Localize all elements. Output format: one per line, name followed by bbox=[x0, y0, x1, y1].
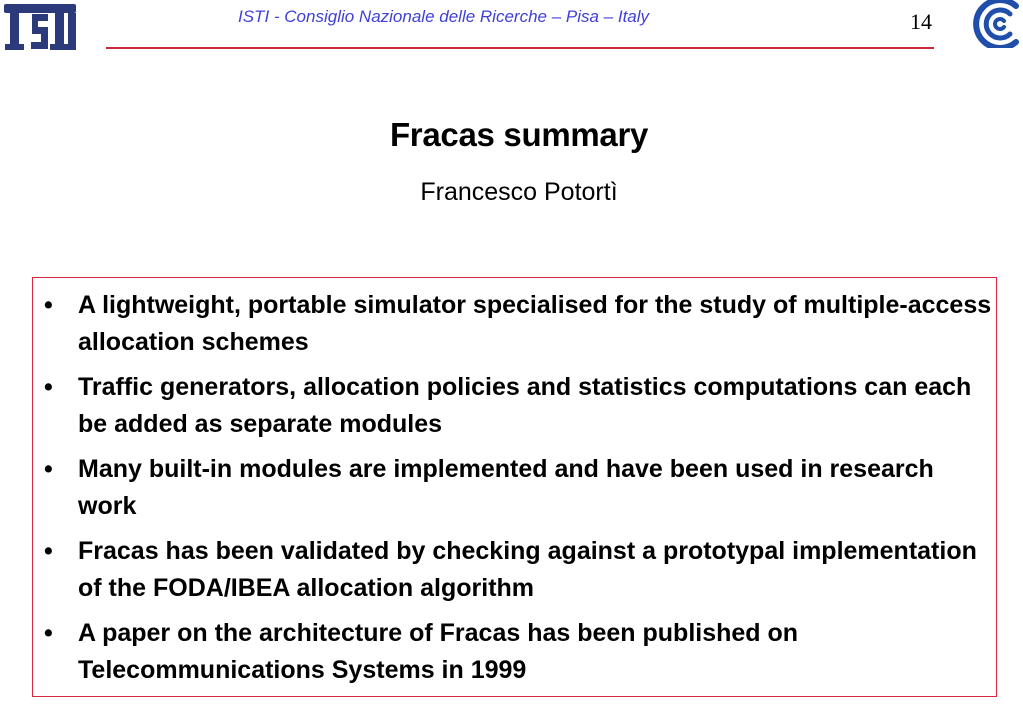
bullet-item bbox=[33, 451, 995, 525]
bullet-dot-icon: • bbox=[44, 373, 53, 401]
slide-number: 14 bbox=[910, 9, 932, 34]
bullet-dot-icon: • bbox=[44, 455, 53, 483]
cnr-logo bbox=[964, 0, 1023, 48]
bullet-item bbox=[33, 369, 995, 443]
institution-header: ISTI - Consiglio Nazionale delle Ricerche – Pisa – Italy bbox=[238, 7, 650, 26]
bullet-dot-icon: • bbox=[44, 537, 53, 565]
bullet-item bbox=[33, 615, 995, 689]
bullet-text: A lightweight, portable simulator specialised for the study of multiple-access allocation schemes bbox=[78, 291, 992, 356]
bullet-list bbox=[33, 287, 995, 697]
isti-logo bbox=[2, 0, 78, 54]
slide-title: Fracas summary bbox=[389, 116, 649, 153]
bullet-text: Fracas has been validated by checking against a prototypal implementation of the FODA/IBEA allocation algorithm bbox=[78, 537, 977, 602]
bullet-dot-icon: • bbox=[44, 291, 53, 319]
bullet-text: Many built-in modules are implemented and have been used in research work bbox=[78, 455, 934, 520]
bullet-dot-icon: • bbox=[44, 619, 53, 647]
slide-author: Francesco Potortì bbox=[420, 178, 618, 206]
content-box bbox=[32, 277, 997, 697]
header-rule bbox=[106, 47, 934, 49]
bullet-item bbox=[33, 533, 995, 607]
bullet-text: Traffic generators, allocation policies and statistics computations can each be added as separate modules bbox=[78, 373, 972, 438]
bullet-text: A paper on the architecture of Fracas has been published on Telecommunications Systems in 1999 bbox=[78, 619, 799, 684]
bullet-item bbox=[33, 287, 995, 361]
